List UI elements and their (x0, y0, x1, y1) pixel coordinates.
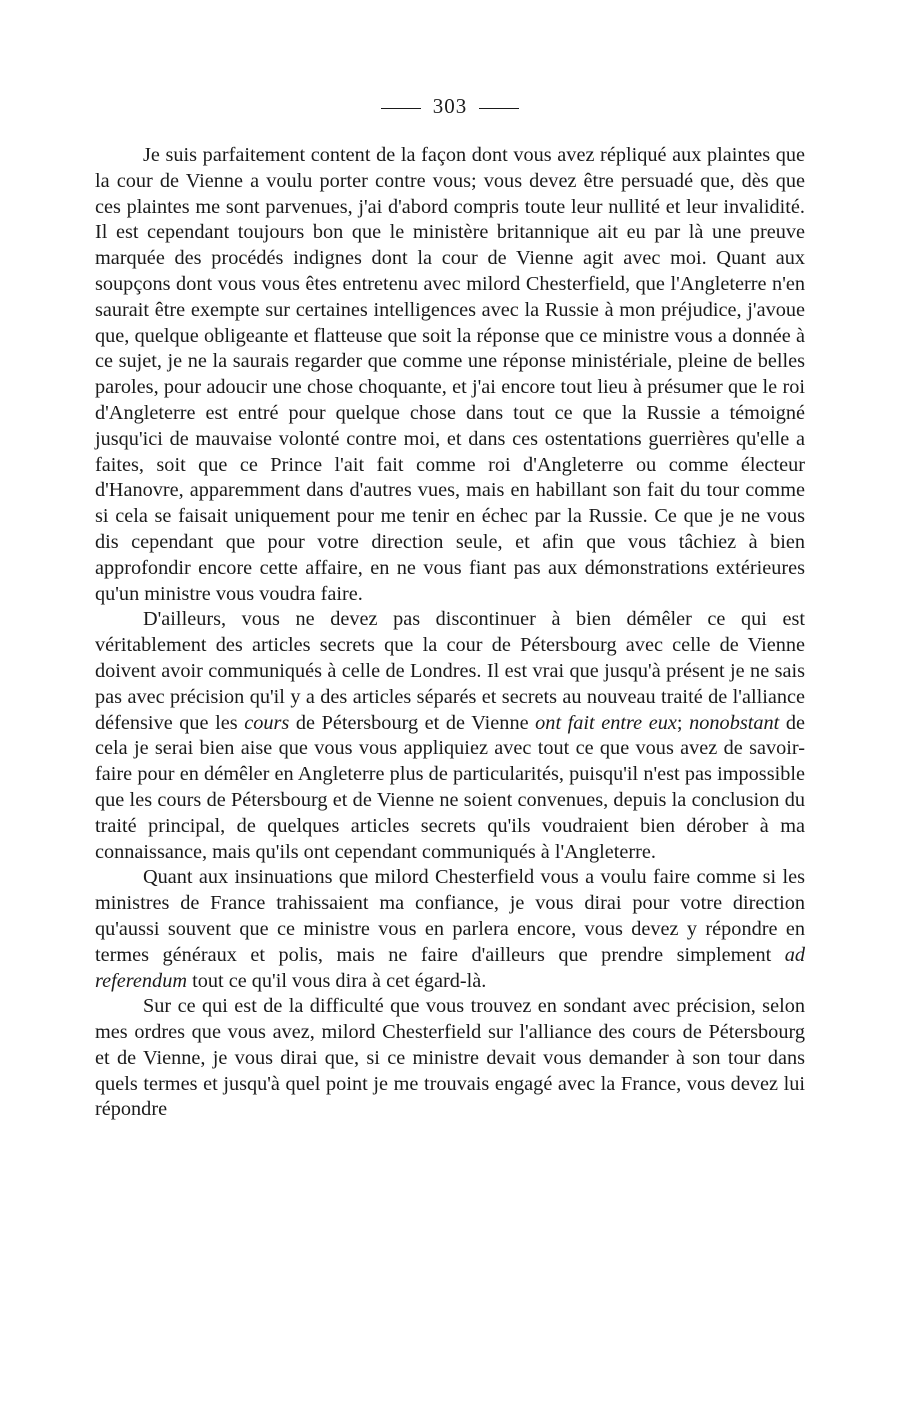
italic-text-segment: nonobstant (689, 711, 780, 734)
text-segment: de cela je serai bien aise que vous vous appliquiez avec tout ce que vous avez de savoir-faire pour en démêler en Angleterre plus de particularités, puisqu'il n'est pas impossible que les cours de Pétersbourg et de Vienne ne soient convenues, depuis la conclusion du traité principal, de quelques articles secrets qu'ils voudraient bien dérober à ma connaissance, mais qu'ils ont cependant communiqués à l'Angleterre. (95, 711, 805, 863)
text-segment: Sur ce qui est de la difficulté que vous trouvez en sondant avec précision, selon mes ordres que vous avez, milord Chesterfield sur l'alliance des cours de Pétersbourg et de Vienne, je vous dirai que, si ce ministre devait vous demander à son tour dans quels termes et jusqu'à quel point je me trouvais engagé avec la France, vous devez lui répondre (95, 995, 805, 1121)
page-header (0, 93, 900, 119)
paragraph (95, 865, 805, 994)
page-number: 303 (432, 94, 468, 118)
body-text (95, 143, 805, 1123)
header-rule-right (479, 108, 519, 109)
text-segment: Je suis parfaitement content de la façon dont vous avez répliqué aux plaintes que la cour de Vienne a voulu porter contre vous; vous devez être persuadé que, dès que ces plaintes me sont parvenues, j'ai d'abord compris toute leur nullité et leur invalidité. Il est cependant toujours bon que le ministère britannique ait eu par là une preuve marquée des procédés indignes dont la cour de Vienne agit avec moi. Quant aux soupçons dont vous vous êtes entretenu avec milord Chesterfield, que l'Angleterre n'en saurait être exempte sur certaines intelligences avec la Russie à mon préjudice, j'avoue que, quelque obligeante et flatteuse que soit la réponse que ce ministre vous a donnée à ce sujet, je ne la saurais regarder que comme une réponse ministériale, pleine de belles paroles, pour adoucir une chose choquante, et j'ai encore tout lieu à présumer que le roi d'Angleterre est entré pour quelque chose dans tout ce que la Russie a témoigné jusqu'ici de mauvaise volonté contre moi, et dans ces ostentations guerrières qu'elle a faites, soit que ce Prince l'ait fait comme roi d'Angleterre ou comme électeur d'Hanovre, apparemment dans d'autres vues, mais en habillant son fait du tour comme si cela se faisait uniquement pour me tenir en échec par la Russie. Ce que je ne vous dis cependant que pour votre direction seule, et afin que vous tâchiez à bien approfondir encore cette affaire, en ne vous fiant pas aux démonstrations extérieures qu'un ministre vous voudra faire. (95, 144, 805, 605)
text-segment: tout ce qu'il vous dira à cet égard-là. (187, 969, 487, 992)
paragraph (95, 607, 805, 865)
italic-text-segment: cours (244, 711, 290, 734)
italic-text-segment: ont fait entre eux (535, 711, 677, 734)
header-rule-left (381, 108, 421, 109)
paragraph (95, 994, 805, 1123)
paragraph (95, 143, 805, 607)
text-segment: D'ailleurs, vous ne devez pas discontinuer à bien démêler ce qui est véritablement des articles secrets que la cour de Pétersbourg avec celle de Vienne doivent avoir communiqués à celle de Londres. Il est vrai que jusqu'à présent je ne sais pas avec précision qu'il y a des articles séparés et secrets au nouveau traité de l'alliance défensive que les (95, 608, 805, 734)
italic-text-segment: ad referendum (95, 943, 805, 992)
text-segment: de Pétersbourg et de Vienne (289, 711, 536, 734)
text-segment: Quant aux insinuations que milord Chesterfield vous a voulu faire comme si les ministres de France trahissaient ma confiance, je vous dirai pour votre direction qu'aussi souvent que ce ministre vous en parlera encore, vous devez y répondre en termes généraux et polis, mais ne faire d'ailleurs que prendre simplement (95, 866, 805, 966)
text-segment: ; (676, 711, 690, 734)
